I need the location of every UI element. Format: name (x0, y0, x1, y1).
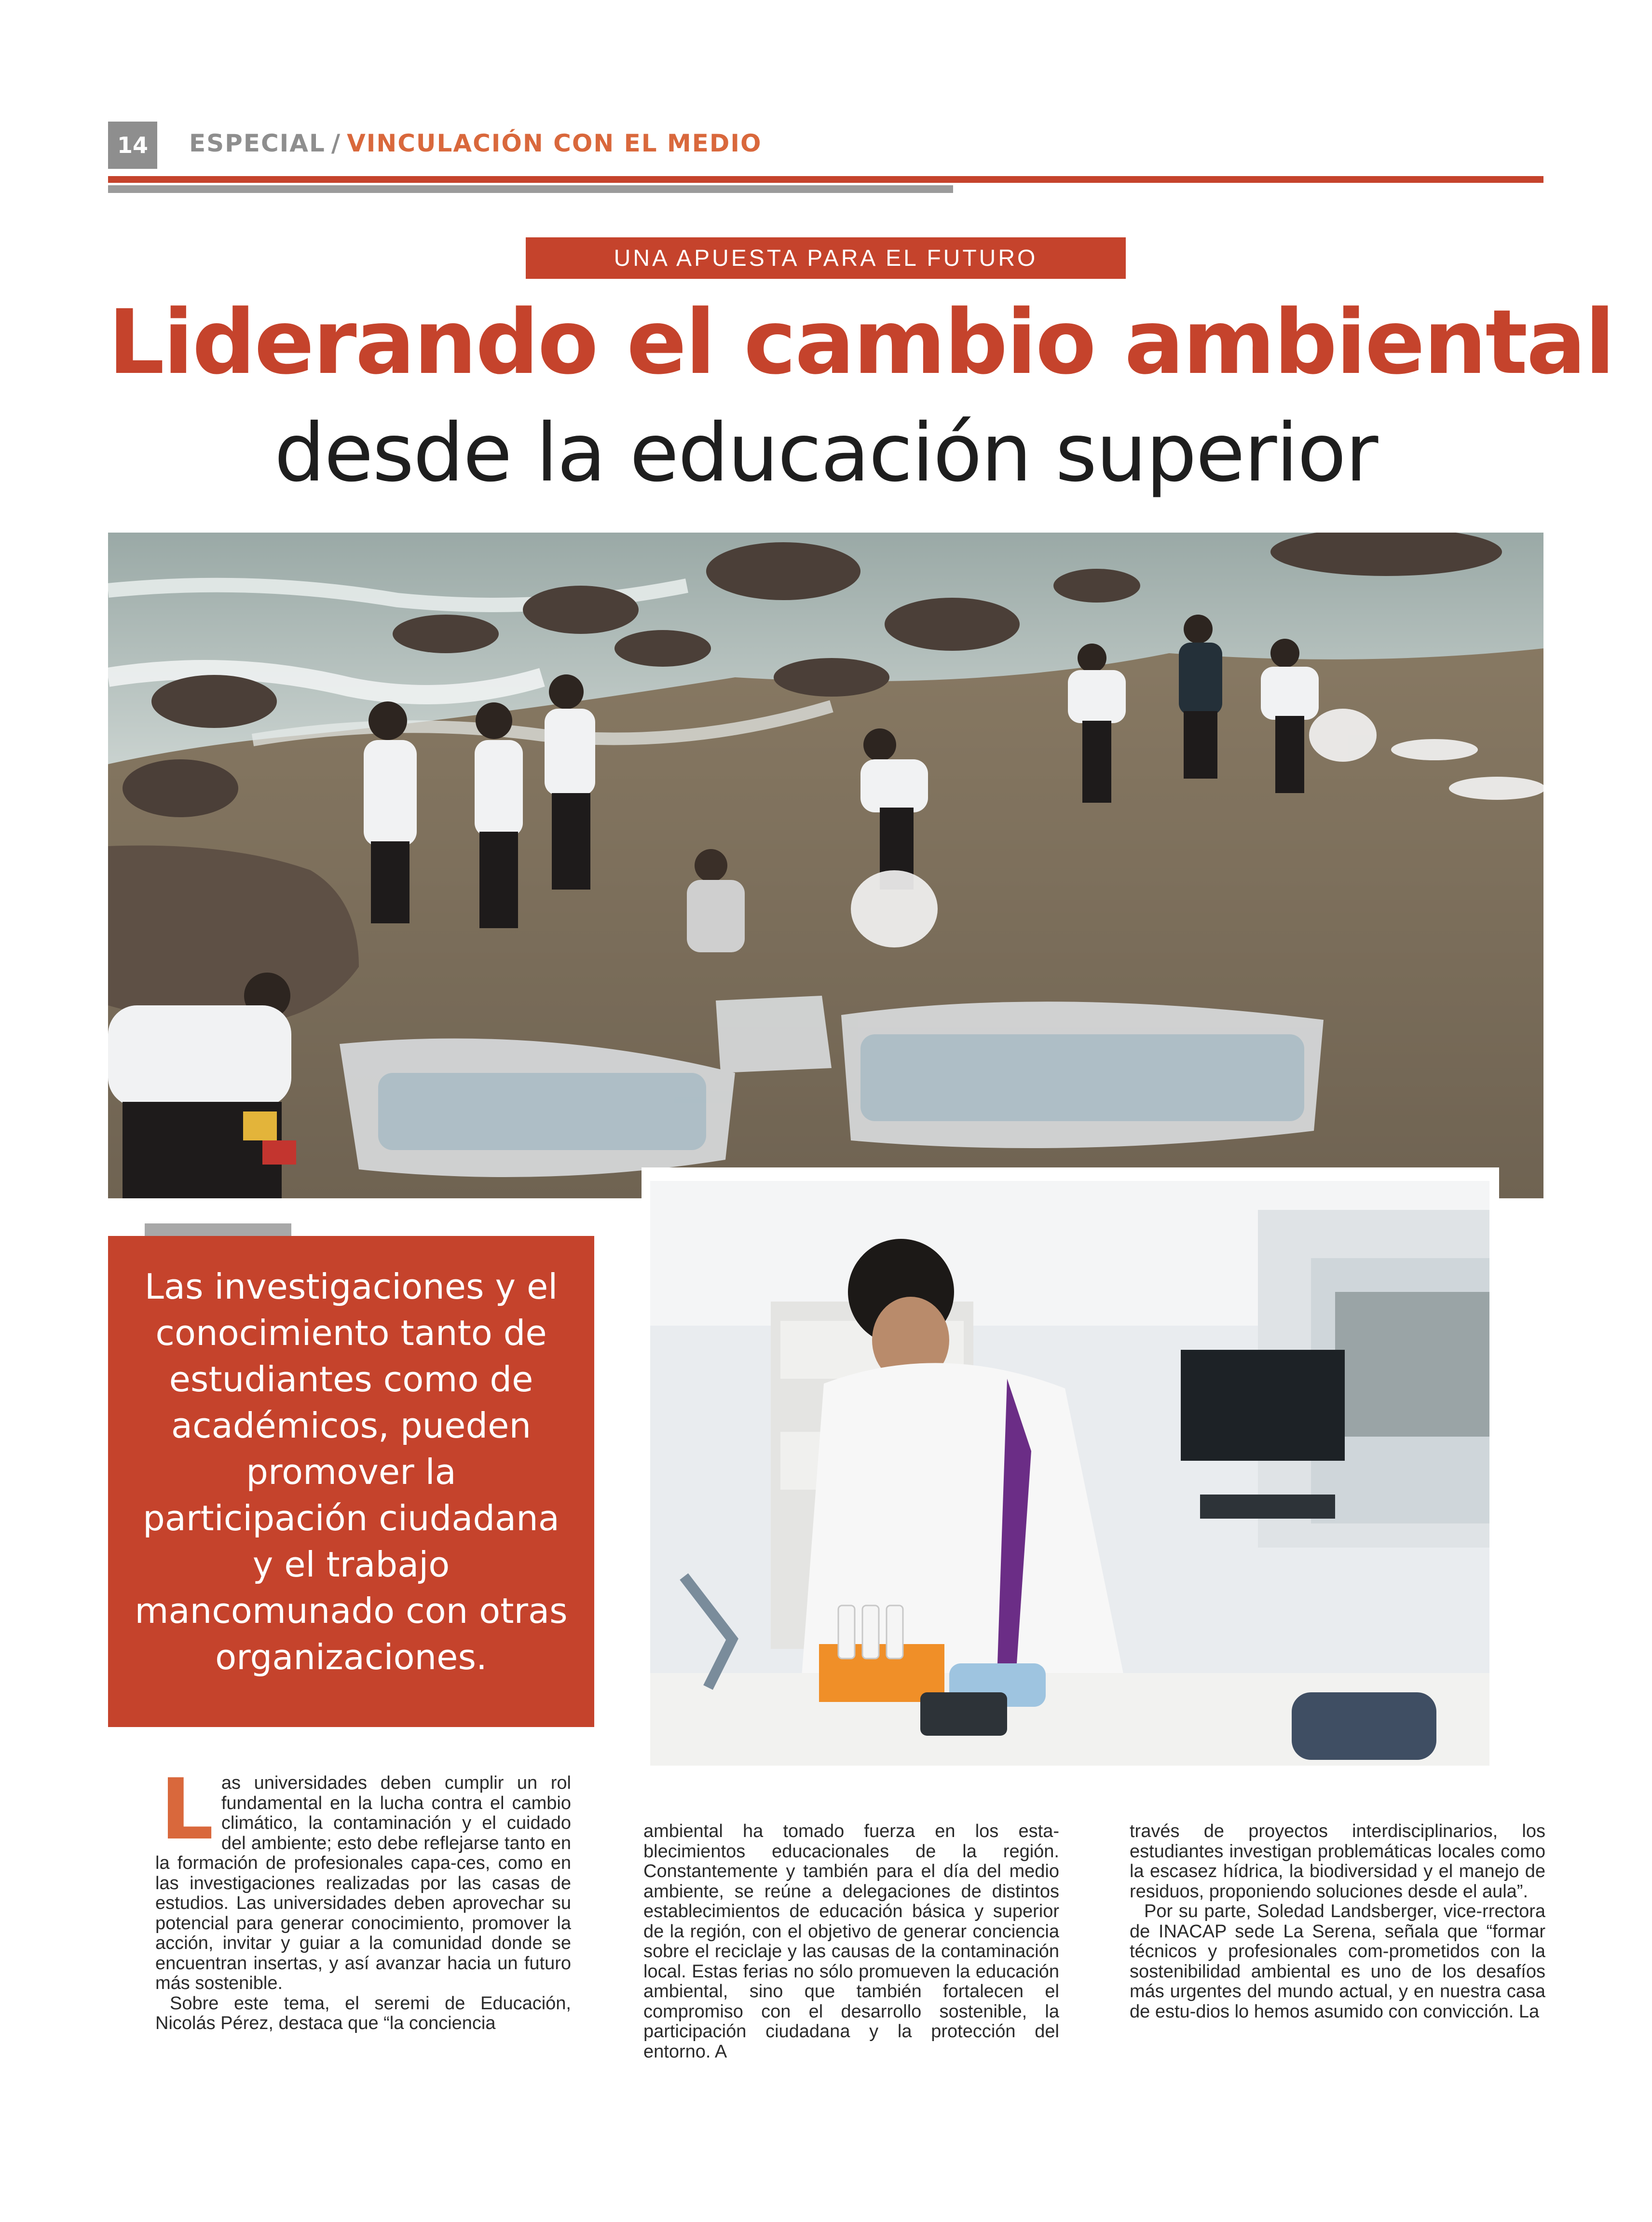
header-rule-gray (108, 185, 953, 193)
pull-quote-box (108, 1236, 594, 1727)
body-column-1 (155, 1761, 571, 2034)
headline: Liderando el cambio ambiental (108, 291, 1614, 394)
section-name: ESPECIAL (189, 129, 326, 157)
body-column-2 (643, 1822, 1059, 2062)
body-column-3 (1130, 1822, 1545, 2022)
kicker-label: UNA APUESTA PARA EL FUTURO (526, 237, 1126, 279)
header-rule-red (108, 176, 1543, 183)
pull-quote: Las investigaciones y el conocimiento tanto de estudiantes como de académicos, pueden promover la participación ciudadana y el trabajo mancomunado con otras organizaciones. (135, 1266, 568, 1677)
beach-cleanup-photo (108, 533, 1543, 1198)
body-paragraph: ambiental ha tomado fuerza en los esta-blecimientos educacionales de la región. Constantemente y también para el día del medio ambiente, se reúne a delegaciones de distintos establecimientos de educación básica y superior de la región, con el objetivo de generar conciencia sobre el reciclaje y las causas de la contaminación local. Estas ferias no sólo promueven la educación ambiental, sino que también fortalecen el compromiso con el desarrollo sostenible, la participación ciudadana y la protección del entorno. A (643, 1821, 1059, 2062)
lab-photo (650, 1181, 1489, 1766)
body-paragraph: Sobre este tema, el seremi de Educación, Nicolás Pérez, destaca que “la conciencia (155, 1993, 571, 2033)
body-paragraph: as universidades deben cumplir un rol fundamental en la lucha contra el cambio climático, la contaminación y el cuidado del ambiente; esto debe reflejarse tanto en la formación de profesionales capa-ces, como en las investigaciones realizadas por las casas de estudios. Las universidades deben aprovechar su potencial para generar conocimiento, promover la acción, invitar y guiar a la comunidad donde se encuentran insertas, y así avanzar hacia un futuro más sostenible. (155, 1773, 571, 1993)
body-paragraph: Por su parte, Soledad Landsberger, vice-rrectora de INACAP sede La Serena, señala que “formar técnicos y profesionales com-prometidos con la sostenibilidad ambiental es uno de los desafíos más urgentes del mundo actual, y en nuestra casa de estu-dios lo hemos asumido con convicción. La (1130, 1901, 1545, 2022)
section-label (189, 129, 762, 157)
lab-illustration (650, 1181, 1489, 1766)
subsection-name: VINCULACIÓN CON EL MEDIO (347, 129, 762, 157)
beach-cleanup-illustration (108, 533, 1543, 1198)
body-paragraph: través de proyectos interdisciplinarios, los estudiantes investigan problemáticas locales como la escasez hídrica, la biodiversidad y el manejo de residuos, proponiendo soluciones desde el aula”. (1130, 1821, 1545, 1902)
page-number: 14 (108, 122, 157, 169)
section-separator: / (331, 129, 341, 157)
subheadline: desde la educación superior (274, 407, 1378, 500)
drop-cap: L (160, 1761, 214, 1859)
